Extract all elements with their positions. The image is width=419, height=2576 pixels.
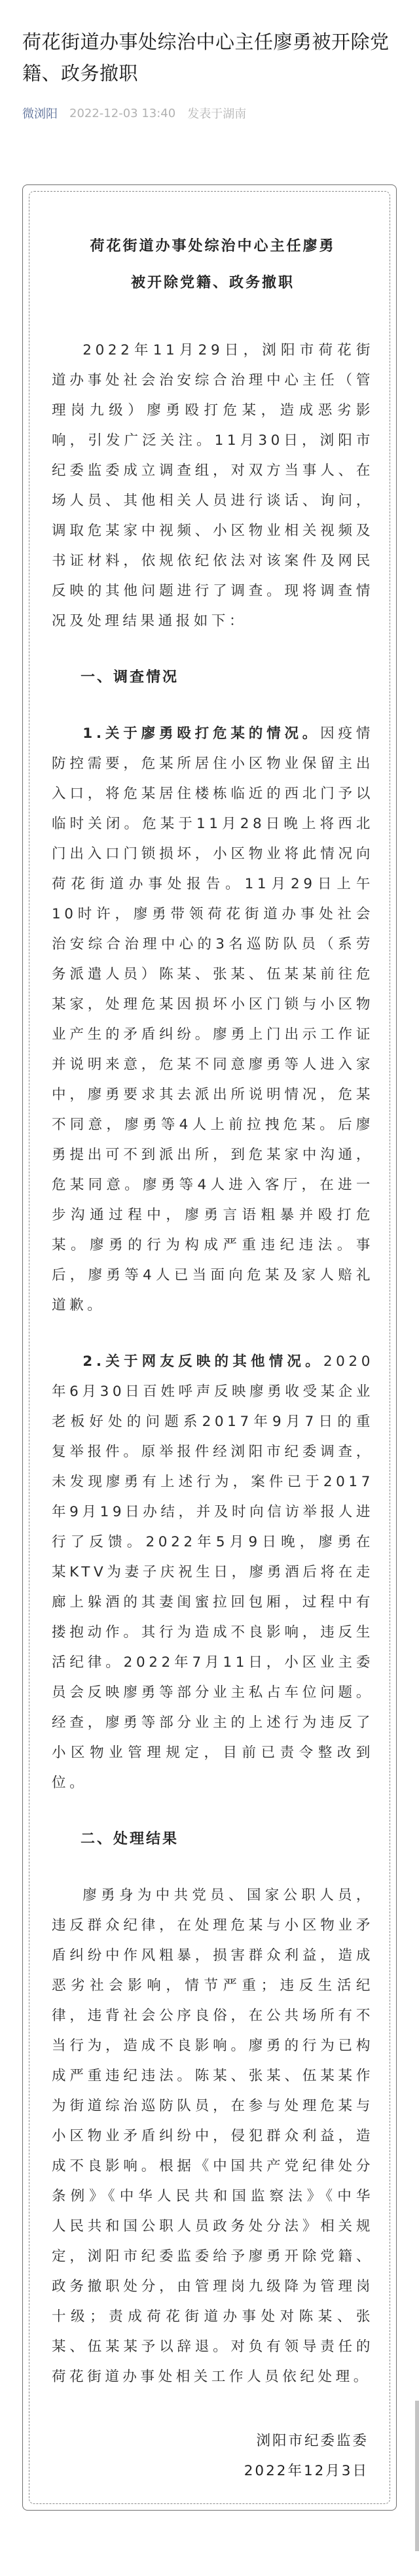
author-link[interactable]: 微浏阳 (22, 107, 58, 121)
result-paragraph: 廖勇身为中共党员、国家公职人员，违反群众纪律，在处理危某与小区物业矛盾纠纷中作风粗暴，损害群众利益，造成恶劣社会影响，情节严重；违反生活纪律，违背社会公序良俗，在公共场所有不当行为，造成不良影响。廖勇的行为已构成严重违纪违法。陈某、张某、伍某某作为街道综治巡防队员，在参与处理危某与小区物业矛盾纠纷中，侵犯群众利益，造成不良影响。根据《中国共产党纪律处分条例》《中华人民共和国监察法》《中华人民共和国公职人员政务处分法》相关规定，浏阳市纪委监委给予廖勇开除党籍、政务撤职处分，由管理岗九级降为管理岗十级；责成荷花街道办事处对陈某、张某、伍某某予以辞退。对负有领导责任的荷花街道办事处相关工作人员依纪处理。 (52, 1887, 374, 2385)
publish-location: 发表于湖南 (187, 107, 247, 121)
item2-heading: 2.关于网友反映的其他情况。 (82, 1353, 323, 1370)
publish-datetime: 2022-12-03 13:40 (69, 106, 176, 120)
article-meta (22, 105, 397, 122)
item1-paragraph (52, 719, 374, 1321)
signature-org: 浏阳市纪委监委 (256, 2433, 369, 2449)
intro-paragraph: 2022年11月29日，浏阳市荷花街道办事处社会治安综合治理中心主任（管理岗九级）廖勇殴打危某，造成恶劣影响，引发广泛关注。11月30日，浏阳市纪委监委成立调查组，对双方当事人、在场人员、其他相关人员进行谈话、询问，调取危某家中视频、小区物业相关视频及书证材料，依规依纪依法对该案件及网民反映的其他问题进行了调查。现将调查情况及处理结果通报如下： (52, 342, 374, 629)
notice-title-line1: 荷花街道办事处综治中心主任廖勇 (90, 238, 336, 254)
signature-date: 2022年12月3日 (244, 2463, 369, 2479)
article-title: 荷花街道办事处综治中心主任廖勇被开除党籍、政务撤职 (22, 31, 390, 84)
notice-title-line2: 被开除党籍、政务撤职 (130, 275, 295, 291)
item1-body: 因疫情防控需要，危某所居住小区物业保留主出入口，将危某居住楼栋临近的西北门予以临时关闭。危某于11月28日晚上将西北门出入口门锁损坏，小区物业将此情况向荷花街道办事处报告。11月29日上午10时许，廖勇带领荷花街道办事处社会治安综合治理中心的3名巡防队员（系劳务派遣人员）陈某、张某、伍某某前往危某家，处理危某因损坏小区门锁与小区物业产生的矛盾纠纷。廖勇上门出示工作证并说明来意，危某不同意廖勇等人进入家中，廖勇要求其去派出所说明情况，危某不同意，廖勇等4人上前拉拽危某。后廖勇提出可不到派出所，到危某家中沟通，危某同意。廖勇等4人进入客厅，在进一步沟通过程中，廖勇言语粗暴并殴打危某。廖勇的行为构成严重违纪违法。事后，廖勇等4人已当面向危某及家人赔礼道歉。 (52, 725, 374, 1314)
notice-card-outer (22, 184, 397, 2511)
section-heading-investigation: 一、调查情况 (81, 669, 179, 686)
article-header (0, 0, 419, 122)
item2-body: 2020年6月30日百姓呼声反映廖勇收受某企业老板好处的问题系2017年9月7日的重复举报件。原举报件经浏阳市纪委调查，未发现廖勇有上述行为，案件已于2017年9月19日办结，并及时向信访举报人进行了反馈。2022年5月9日晚，廖勇在某KTV为妻子庆祝生日，廖勇酒后将在走廊上躲酒的其妻闺蜜拉回包厢，过程中有搂抱动作。其行为造成不良影响，违反生活纪律。2022年7月11日，小区业主委员会反映廖勇等部分业主私占车位问题。经查，廖勇等部分业主的上述行为违反了小区物业管理规定，目前已责令整改到位。 (52, 1353, 374, 1791)
item1-heading: 1.关于廖勇殴打危某的情况。 (82, 725, 321, 742)
scrollbar-thumb[interactable] (415, 2401, 419, 2551)
item2-paragraph (52, 1347, 374, 1798)
section-heading-result: 二、处理结果 (81, 1831, 179, 1847)
notice-card (29, 191, 390, 2504)
